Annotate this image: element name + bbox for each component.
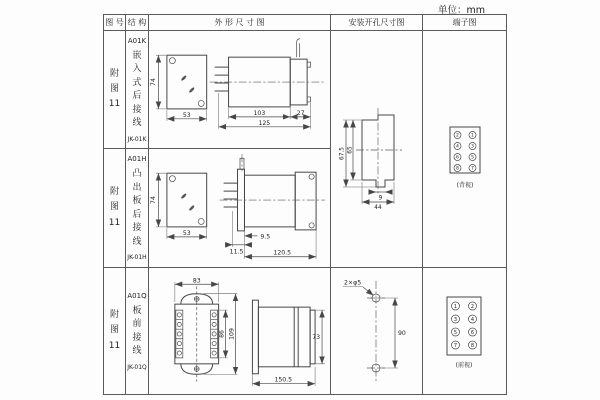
terminal-strip-right — [211, 310, 218, 358]
model-a01h: A01H — [127, 155, 147, 163]
terminal-rear-r1: 1 — [471, 133, 474, 139]
terminal-rear-l4: 8 — [456, 166, 459, 172]
dim-cutout-inner: 65 — [347, 145, 353, 154]
type-code-jk01h: JK-01H — [127, 254, 147, 261]
front-view-a01q — [175, 277, 238, 381]
dim-cutout-width: 44 — [373, 204, 382, 211]
terminal-front-l1: 1 — [453, 303, 458, 310]
terminal-strip-left — [176, 310, 183, 358]
terminal-front-l4: 7 — [453, 342, 458, 349]
terminal-front-l2: 3 — [453, 316, 458, 323]
dim-a01h-flange: 11.5 — [229, 248, 244, 256]
side-view-a01h — [220, 154, 325, 258]
dim-a01q-length: 150.5 — [274, 376, 293, 384]
header-outline-label: 外 形 尺 寸 图 — [214, 18, 265, 27]
structure-text-a01q: 板前接线 — [132, 305, 142, 356]
terminal-diagram-front — [424, 269, 505, 393]
terminal-rear-l3: 6 — [456, 155, 459, 161]
outline-drawing-a01h — [149, 153, 330, 263]
header-figure-no-label: 图 号 — [105, 18, 124, 27]
dim-a01q-side-height: 73 — [312, 333, 321, 341]
dim-a01h-height: 74 — [149, 196, 157, 204]
figure-no-cell-a01h — [104, 149, 126, 268]
dim-a01k-body: 103 — [253, 109, 266, 117]
dim-a01q-width: 83 — [192, 277, 201, 285]
structure-cell-a01k — [126, 31, 149, 149]
figure-no-a01h: 附图11 — [108, 187, 121, 228]
header-mounting-label: 安装开孔尺寸图 — [348, 18, 405, 27]
structure-text-a01k: 嵌入式后接线 — [132, 50, 142, 128]
figure-no-cell-a01q — [104, 268, 126, 394]
mounting-cell-kh — [331, 31, 423, 268]
terminal-front-r4: 8 — [470, 342, 475, 349]
dim-a01k-width: 53 — [182, 111, 191, 119]
header-outline — [149, 15, 331, 31]
outline-drawing-a01q — [149, 270, 330, 392]
panel-cutout-kh — [339, 108, 402, 211]
dimension-table — [103, 14, 507, 395]
outline-cell-a01q — [149, 268, 331, 394]
header-mounting — [331, 15, 423, 31]
terminal-rear-r3: 5 — [471, 155, 474, 161]
figure-no-cell-a01k — [104, 31, 126, 149]
terminal-rear-r4: 7 — [471, 166, 474, 172]
dim-a01k-height: 74 — [149, 78, 157, 86]
terminal-front-r2: 4 — [470, 316, 475, 323]
header-terminal — [423, 15, 506, 31]
mounting-cell-q — [331, 268, 423, 394]
dim-a01q-height: 109 — [228, 328, 236, 340]
drill-holes-q — [343, 280, 406, 382]
front-view-a01h — [150, 173, 207, 239]
dim-cutout-notch: 9 — [378, 195, 382, 201]
dim-cutout-outer: 67.5 — [339, 146, 345, 160]
mounting-drawing-q — [332, 269, 422, 393]
structure-cell-a01q — [126, 268, 149, 394]
terminal-front-r1: 2 — [470, 303, 475, 310]
structure-text-a01h: 凸出板后接线 — [132, 169, 142, 247]
figure-no-a01k: 附图11 — [108, 68, 121, 110]
dim-a01k-total: 125 — [258, 119, 271, 127]
terminal-box-rear — [450, 127, 480, 173]
dim-q-holes-label: 2×φ5 — [343, 279, 361, 287]
terminal-cell-front — [423, 268, 506, 394]
model-a01q: A01Q — [127, 291, 147, 300]
unit-label: 单位：mm — [437, 5, 485, 16]
mounting-drawing-kh — [332, 32, 422, 267]
terminal-rear-l2: 4 — [456, 144, 459, 150]
type-code-jk01q: JK-01Q — [127, 363, 147, 371]
dim-a01k-rear: 27 — [296, 109, 305, 117]
type-code-jk01k: JK-01K — [127, 135, 147, 143]
header-structure-label: 结 构 — [127, 18, 147, 27]
side-view-a01q — [252, 300, 325, 386]
terminal-rear-caption: (背视) — [456, 181, 474, 189]
terminal-rear-l1: 2 — [456, 133, 459, 139]
outline-cell-a01k — [149, 31, 331, 149]
header-figure-no — [104, 15, 126, 31]
outline-drawing-a01k — [149, 31, 330, 148]
dim-a01h-total: 120.5 — [273, 249, 292, 257]
dim-a01h-step: 9.5 — [260, 233, 271, 241]
terminal-front-l3: 5 — [453, 329, 458, 336]
front-view-a01k — [150, 55, 207, 121]
model-a01k: A01K — [127, 36, 147, 45]
header-structure — [126, 15, 149, 31]
dim-q-hole-spacing: 90 — [397, 330, 406, 337]
dim-a01q-inner-height: 86 — [218, 330, 226, 338]
structure-cell-a01h — [126, 149, 149, 268]
header-terminal-label: 端子图 — [452, 18, 477, 27]
side-view-a01k — [210, 39, 325, 129]
terminal-diagram-rear — [424, 32, 505, 267]
outline-cell-a01h — [149, 149, 331, 268]
terminal-front-caption: (前视) — [455, 362, 473, 369]
dim-a01h-width: 53 — [182, 229, 191, 237]
figure-no-a01q: 附图11 — [108, 310, 121, 351]
terminal-box-front — [447, 297, 481, 355]
terminal-front-r3: 6 — [470, 329, 475, 336]
terminal-cell-rear — [423, 31, 506, 268]
terminal-rear-r2: 3 — [471, 144, 474, 150]
